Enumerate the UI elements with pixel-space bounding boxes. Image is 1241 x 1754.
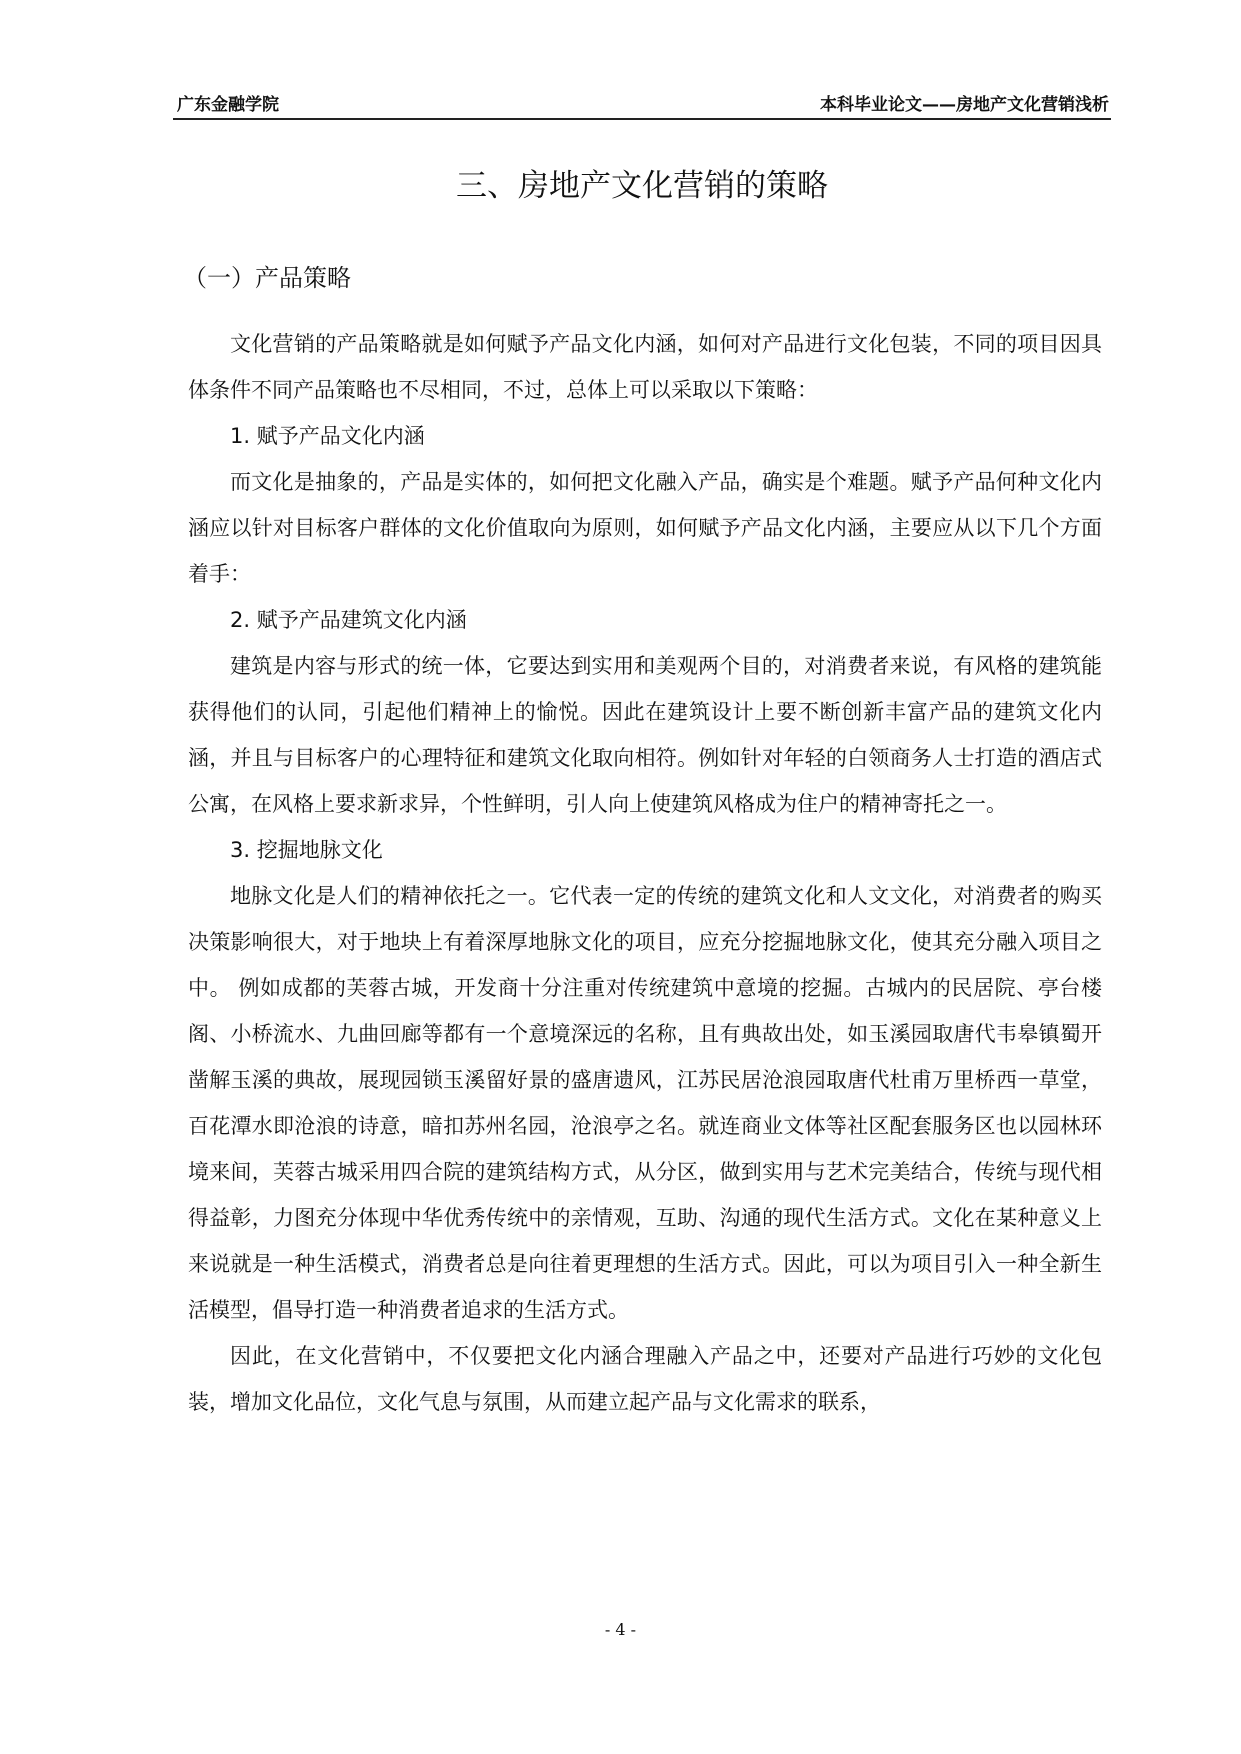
- paragraph: 文化营销的产品策略就是如何赋予产品文化内涵，如何对产品进行文化包装，不同的项目因具体条件不同产品策略也不尽相同，不过，总体上可以采取以下策略：: [188, 332, 1102, 402]
- header-thesis-title: 本科毕业论文——房地产文化营销浅析: [820, 95, 1109, 115]
- subheading: 3. 挖掘地脉文化: [230, 838, 383, 862]
- subheading: 1. 赋予产品文化内涵: [230, 424, 425, 448]
- body-text: [188, 321, 1102, 1425]
- paragraph: 建筑是内容与形式的统一体，它要达到实用和美观两个目的，对消费者来说，有风格的建筑能获得他们的认同，引起他们精神上的愉悦。因此在建筑设计上要不断创新丰富产品的建筑文化内涵，并且与目标客户的心理特征和建筑文化取向相符。例如针对年轻的白领商务人士打造的酒店式公寓，在风格上要求新求异，个性鲜明，引人向上使建筑风格成为住户的精神寄托之一。: [188, 654, 1102, 816]
- section-heading: （一）产品策略: [183, 264, 351, 292]
- paragraph: 地脉文化是人们的精神依托之一。它代表一定的传统的建筑文化和人文文化，对消费者的购买决策影响很大，对于地块上有着深厚地脉文化的项目，应充分挖掘地脉文化，使其充分融入项目之中。 例如成都的芙蓉古城，开发商十分注重对传统建筑中意境的挖掘。古城内的民居院、亭台楼阁、小桥流水、九曲回廊等都有一个意境深远的名称，且有典故出处，如玉溪园取唐代韦皋镇蜀开凿解玉溪的典故，展现园锁玉溪留好景的盛唐遗风，江苏民居沧浪园取唐代杜甫万里桥西一草堂，百花潭水即沧浪的诗意，暗扣苏州名园，沧浪亭之名。就连商业文体等社区配套服务区也以园林环境来间，芙蓉古城采用四合院的建筑结构方式，从分区，做到实用与艺术完美结合，传统与现代相得益彰，力图充分体现中华优秀传统中的亲情观，互助、沟通的现代生活方式。文化在某种意义上来说就是一种生活模式，消费者总是向往着更理想的生活方式。因此，可以为项目引入一种全新生活模型，倡导打造一种消费者追求的生活方式。: [188, 884, 1102, 1322]
- page-number: - 4 -: [604, 1620, 637, 1639]
- page-header: [173, 88, 1111, 120]
- subheading: 2. 赋予产品建筑文化内涵: [230, 608, 467, 632]
- paragraph: 而文化是抽象的，产品是实体的，如何把文化融入产品，确实是个难题。赋予产品何种文化内涵应以针对目标客户群体的文化价值取向为原则，如何赋予产品文化内涵，主要应从以下几个方面着手：: [188, 470, 1102, 586]
- header-school: 广东金融学院: [177, 95, 279, 115]
- chapter-title: 三、房地产文化营销的策略: [456, 168, 828, 204]
- paragraph: 因此，在文化营销中，不仅要把文化内涵合理融入产品之中，还要对产品进行巧妙的文化包装，增加文化品位，文化气息与氛围，从而建立起产品与文化需求的联系，: [188, 1344, 1102, 1414]
